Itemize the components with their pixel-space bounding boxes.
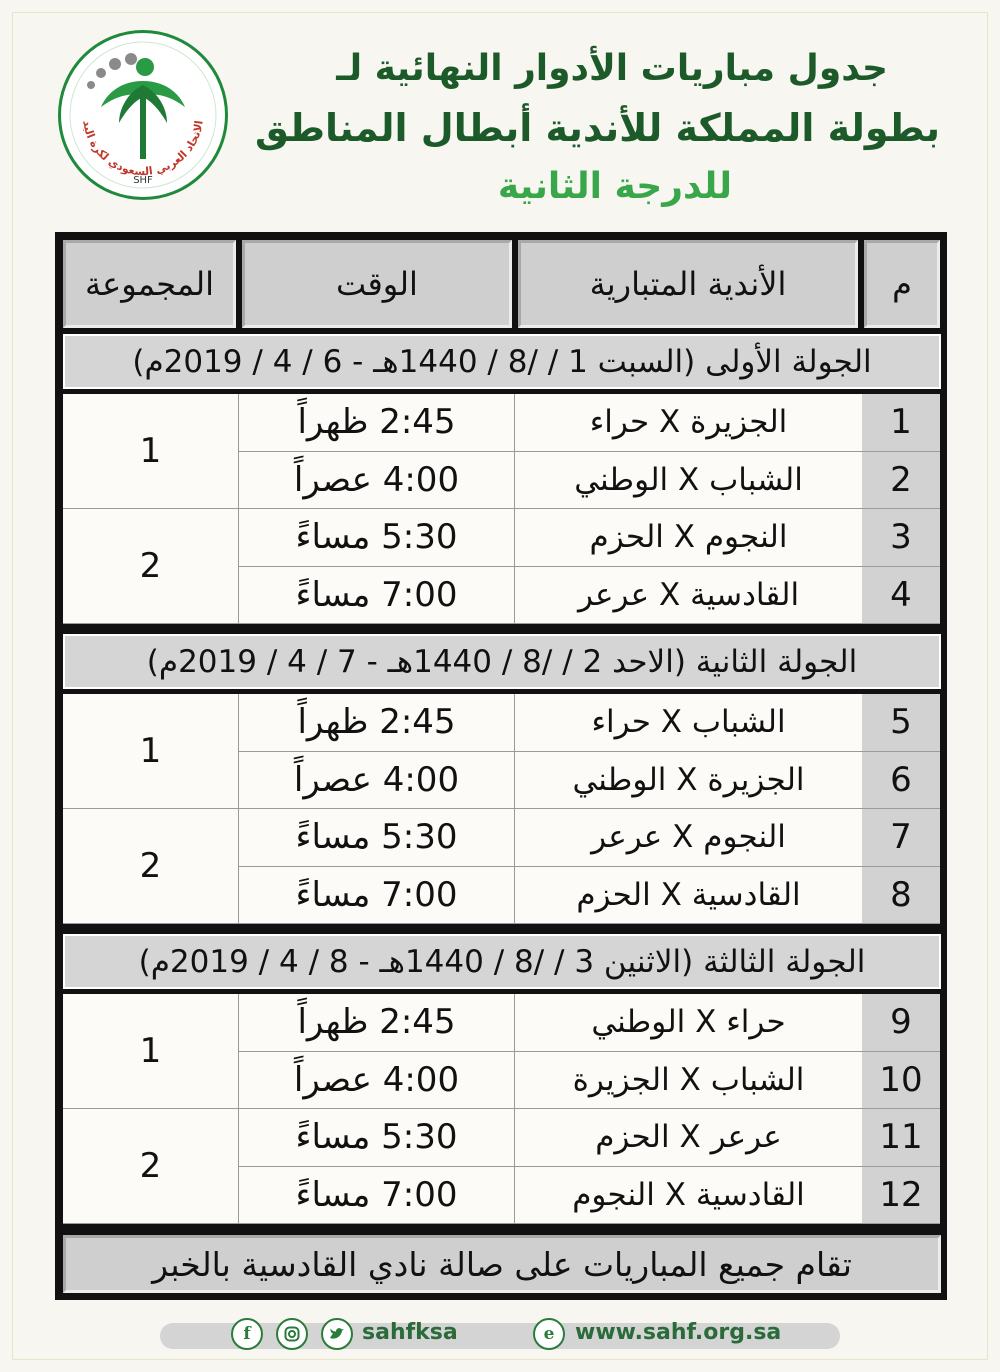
match-time: 5:30 مساءً xyxy=(238,509,514,567)
group-number: 1 xyxy=(63,394,238,509)
match-teams: القادسية X عرعر xyxy=(514,567,862,625)
group-number: 1 xyxy=(63,694,238,809)
column-header-time: الوقت xyxy=(242,240,512,328)
instagram-icon[interactable] xyxy=(276,1318,308,1350)
logo-abbr: SHF xyxy=(133,175,153,186)
group-number: 2 xyxy=(63,509,238,624)
match-teams: حراء X الوطني xyxy=(514,994,862,1052)
title-line-3: للدرجة الثانية xyxy=(497,166,732,207)
match-number: 10 xyxy=(862,1052,940,1110)
match-teams: الشباب X حراء xyxy=(514,694,862,752)
venue-note: تقام جميع المباريات على صالة نادي القادسية بالخبر xyxy=(63,1235,941,1293)
twitter-icon[interactable] xyxy=(321,1318,353,1350)
column-header-group: المجموعة xyxy=(63,240,236,328)
schedule-table xyxy=(55,232,947,1300)
facebook-icon[interactable]: f xyxy=(231,1318,263,1350)
column-header-clubs: الأندية المتبارية xyxy=(518,240,858,328)
match-teams: الجزيرة X حراء xyxy=(514,394,862,452)
match-teams: الجزيرة X الوطني xyxy=(514,752,862,810)
match-teams: عرعر X الحزم xyxy=(514,1109,862,1167)
match-number: 6 xyxy=(862,752,940,810)
web-icon[interactable]: e xyxy=(533,1318,565,1350)
round-title: الجولة الثانية (الاحد 2 / /8 / 1440هـ - 7 / 4 / 2019م) xyxy=(63,634,941,689)
match-number: 2 xyxy=(862,452,940,510)
match-number: 5 xyxy=(862,694,940,752)
match-number: 4 xyxy=(862,567,940,625)
title-line-2: بطولة المملكة للأندية أبطال المناطق xyxy=(254,106,940,150)
match-time: 7:00 مساءً xyxy=(238,867,514,925)
match-time: 2:45 ظهراً xyxy=(238,694,514,752)
match-time: 4:00 عصراً xyxy=(238,1052,514,1110)
website-link[interactable]: www.sahf.org.sa xyxy=(575,1320,782,1345)
social-handle[interactable]: sahfksa xyxy=(362,1320,458,1345)
match-number: 12 xyxy=(862,1167,940,1225)
match-teams: النجوم X عرعر xyxy=(514,809,862,867)
round-title: الجولة الأولى (السبت 1 / /8 / 1440هـ - 6 / 4 / 2019م) xyxy=(63,334,941,389)
federation-logo xyxy=(58,30,228,200)
group-number: 2 xyxy=(63,809,238,924)
match-time: 7:00 مساءً xyxy=(238,567,514,625)
match-number: 11 xyxy=(862,1109,940,1167)
match-time: 2:45 ظهراً xyxy=(238,994,514,1052)
group-number: 1 xyxy=(63,994,238,1109)
match-time: 7:00 مساءً xyxy=(238,1167,514,1225)
match-teams: النجوم X الحزم xyxy=(514,509,862,567)
round-title: الجولة الثالثة (الاثنين 3 / /8 / 1440هـ - 8 / 4 / 2019م) xyxy=(63,934,941,989)
match-time: 2:45 ظهراً xyxy=(238,394,514,452)
match-time: 4:00 عصراً xyxy=(238,752,514,810)
match-time: 5:30 مساءً xyxy=(238,1109,514,1167)
logo-arc-text: الاتحاد العربي السعودي لكرة اليد xyxy=(80,119,206,179)
match-number: 9 xyxy=(862,994,940,1052)
group-number: 2 xyxy=(63,1109,238,1224)
match-number: 1 xyxy=(862,394,940,452)
match-number: 7 xyxy=(862,809,940,867)
match-teams: القادسية X النجوم xyxy=(514,1167,862,1225)
match-time: 5:30 مساءً xyxy=(238,809,514,867)
match-number: 8 xyxy=(862,867,940,925)
title-line-1: جدول مباريات الأدوار النهائية لـ xyxy=(336,48,888,89)
column-header-number: م xyxy=(864,240,940,328)
match-teams: الشباب X الوطني xyxy=(514,452,862,510)
match-teams: القادسية X الحزم xyxy=(514,867,862,925)
match-teams: الشباب X الجزيرة xyxy=(514,1052,862,1110)
match-number: 3 xyxy=(862,509,940,567)
match-time: 4:00 عصراً xyxy=(238,452,514,510)
